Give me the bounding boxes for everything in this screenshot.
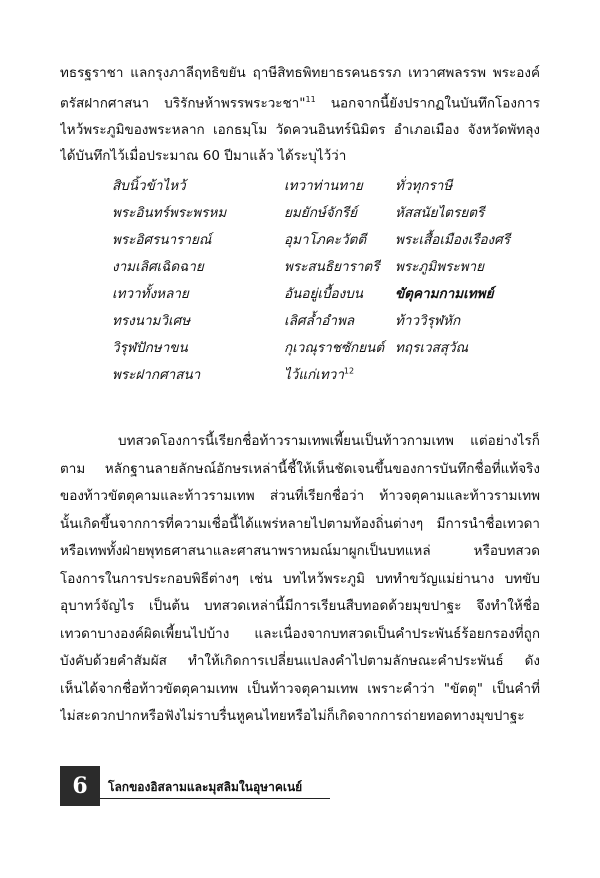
- text-line: เทวดาบางองค์ผิดเพี้ยนไปบ้าง และเนื่องจากบทสวดเป็นคำประพันธ์ร้อยกรองที่ถูก: [60, 625, 540, 642]
- verse-cell: กุเวณุราชซักยนต์: [284, 340, 385, 356]
- footer-divider: [100, 798, 330, 799]
- verse-cell: พระฝากศาสนา: [112, 367, 201, 383]
- verse-cell: [284, 363, 354, 385]
- verse-cell: สิบนิ้วข้าไหว้: [112, 178, 186, 194]
- verse-cell: ยมยักษ์จักรีย์: [284, 205, 358, 221]
- verse-row: [112, 336, 542, 363]
- verse-row: [112, 282, 542, 309]
- verse-cell: ท้าววิรุฬหัก: [395, 313, 461, 329]
- verse-cell: พระเสื้อเมืองเรืองศรี: [395, 232, 510, 248]
- page-number: 6: [60, 766, 100, 806]
- verse-cell: อันอยู่เบื้องบน: [284, 286, 364, 302]
- footnote-marker: 11: [305, 94, 316, 104]
- verse-cell: ขัตุคามกามเทพย์: [395, 286, 494, 302]
- verse-text: ไว้แก่เทวา: [284, 367, 344, 383]
- text-line: ตาม หลักฐานลายลักษณ์อักษรเหล่านี้ชี้ให้เห็นชัดเจนขึ้นของการบันทึกชื่อที่แท้จริง: [60, 460, 540, 477]
- verse-row: [112, 174, 542, 201]
- verse-block: [112, 174, 542, 390]
- text-line: ไม่สะดวกปากหรือฟังไม่ราบรื่นหูคนไทยหรือไม่ก็เกิดจากการถ่ายทอดทางมุขปาฐะ: [60, 708, 525, 724]
- verse-cell: ทรงนามวิเศษ: [112, 313, 191, 329]
- verse-cell: พระสนธิยาราตรี: [284, 259, 380, 275]
- verse-cell: พระอินทร์พระพรหม: [112, 205, 227, 221]
- text-line: นั้นเกิดขึ้นจากการที่ความเชื่อนี้ได้แพร่หลายไปตามท้องถิ่นต่างๆ มีการนำชื่อเทวดา: [60, 515, 540, 532]
- verse-cell: ทฤรเวสสุวัณ: [395, 340, 469, 356]
- verse-row: [112, 309, 542, 336]
- verse-row: [112, 363, 542, 390]
- verse-cell: เลิศล้ำอำพล: [284, 313, 355, 329]
- text-line: ของท้าวขัตตุคามและท้าวรามเทพ ส่วนที่เรียกชื่อว่า ท้าวจตุคามและท้าวรามเทพ: [60, 488, 540, 504]
- text-line: บังคับด้วยคำสัมผัส ทำให้เกิดการเปลี่ยนแปลงคำไปตามลักษณะคำประพันธ์ ดัง: [60, 653, 540, 669]
- intro-paragraph: [60, 60, 540, 170]
- text-line: อุบาทว์จัญไร เป็นต้น บทสวดเหล่านี้มีการเรียนสืบทอดด้วยมุขปาฐะ จึงทำให้ชื่อ: [60, 598, 540, 614]
- page-footer: [60, 766, 540, 806]
- verse-row: [112, 255, 542, 282]
- verse-row: [112, 201, 542, 228]
- verse-cell: อุมาโภคะวัตตี: [284, 232, 367, 248]
- verse-cell: พระอิศรนารายณ์: [112, 232, 212, 248]
- text-line: ไหว้พระภูมิของพระหลาก เอกธมฺโม วัดควนอินทร์นิมิตร อำเภอเมือง จังหวัดพัทลุง: [60, 121, 540, 138]
- verse-row: [112, 228, 542, 255]
- verse-cell: ทั่วทุกราษี: [395, 178, 453, 194]
- text-line: บทสวดโองการนี้เรียกชื่อท้าวรามเทพเพี้ยนเป็นท้าวกามเทพ แต่อย่างไรก็: [118, 433, 540, 449]
- text-line: ทธรฐราชา แลกรุงภาลีฤทธิขยัน ฤาษีสิทธพิทยาธรคนธรรภ เทวาศพลรรพ พระองค์: [60, 65, 540, 81]
- text-line: ได้บันทึกไว้เมื่อประมาณ 60 ปีมาแล้ว ได้ระบุไว้ว่า: [60, 148, 347, 164]
- verse-cell: หัสสนัยไตรยตรี: [395, 205, 485, 221]
- verse-cell: เทวาทั้งหลาย: [112, 286, 189, 302]
- footnote-marker: 12: [343, 366, 355, 376]
- text-line: หรือเทพทั้งฝ่ายพุทธศาสนาและศาสนาพราหมณ์มาผูกเป็นบทแหล่ หรือบทสวด: [60, 543, 540, 559]
- verse-cell: งามเลิศเฉิดฉาย: [112, 259, 204, 275]
- verse-cell: พระภูมิพระพาย: [395, 259, 484, 275]
- text-line: เห็นได้จากชื่อท้าวขัตตุคามเทพ เป็นท้าวจตุคามเทพ เพราะคำว่า "ขัตตุ" เป็นคำที่: [60, 680, 540, 697]
- book-title: โลกของอิสลามและมุสลิมในอุษาคเนย์: [108, 780, 303, 794]
- text-line: โองการในการประกอบพิธีต่างๆ เช่น บทไหว้พระภูมิ บททำขวัญแม่ย่านาง บทขับ: [60, 570, 540, 587]
- body-paragraph: [60, 428, 540, 731]
- text-segment: ตรัสฝากศาสนา บริรักษห้าพรรพระวะชา": [60, 95, 306, 111]
- text-line: [60, 87, 540, 117]
- verse-cell: เทวาท่านทาย: [284, 178, 363, 194]
- text-segment: นอกจากนี้ยังปรากฏในบันทึกโองการ: [315, 95, 540, 111]
- verse-cell: วิรุฬปักษาขน: [112, 340, 188, 356]
